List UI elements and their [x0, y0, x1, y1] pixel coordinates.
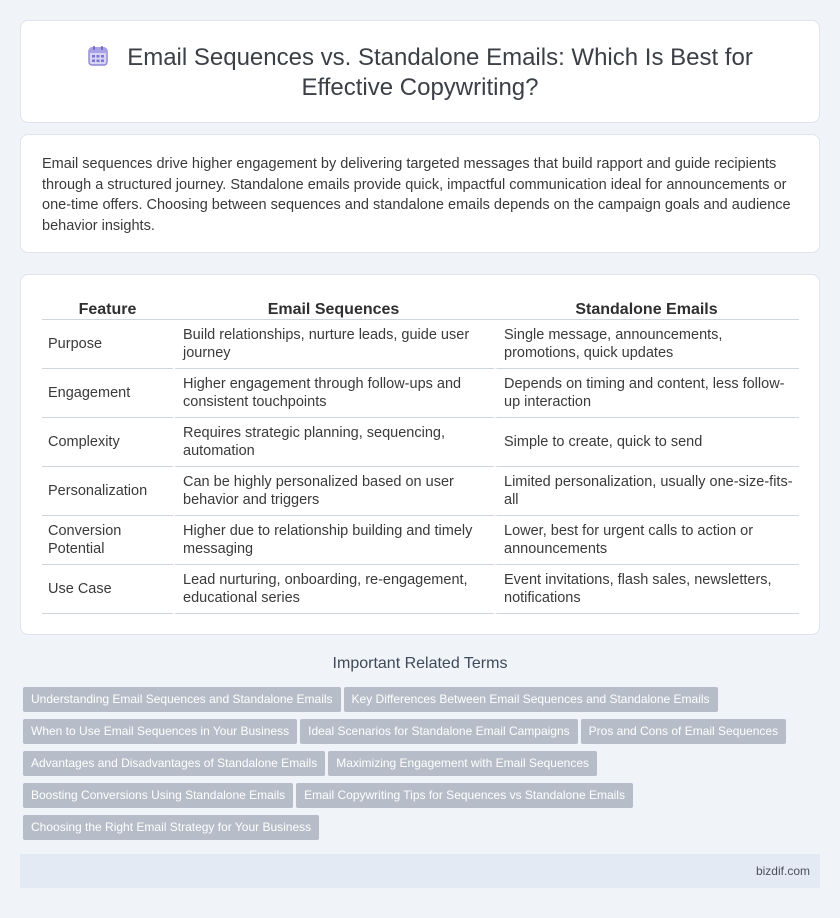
page-title [21, 43, 819, 103]
comparison-card [20, 274, 820, 635]
standalone-cell: Simple to create, quick to send [494, 418, 799, 467]
feature-cell: Personalization [42, 467, 173, 516]
sequences-cell: Higher due to relationship building and timely messaging [173, 516, 494, 565]
related-term-tag[interactable]: Boosting Conversions Using Standalone Emails [23, 783, 293, 808]
feature-cell: Complexity [42, 418, 173, 467]
tag-row [23, 751, 813, 783]
title-card [20, 20, 820, 123]
table-row [42, 467, 799, 516]
standalone-cell: Depends on timing and content, less follow-up interaction [494, 369, 799, 418]
tag-row [23, 719, 813, 751]
related-terms-heading: Important Related Terms [332, 655, 508, 672]
standalone-cell: Single message, announcements, promotions, quick updates [494, 320, 799, 369]
footer [20, 854, 820, 888]
table-row [42, 320, 799, 369]
intro-card [20, 134, 820, 253]
related-term-tag[interactable]: When to Use Email Sequences in Your Business [23, 719, 297, 744]
table-row [42, 418, 799, 467]
related-term-tag[interactable]: Pros and Cons of Email Sequences [581, 719, 786, 744]
related-term-tag[interactable]: Key Differences Between Email Sequences and Standalone Emails [344, 687, 718, 712]
footer-site-link[interactable]: bizdif.com [755, 864, 810, 878]
header-standalone-emails: Standalone Emails [494, 297, 799, 320]
related-term-tag[interactable]: Choosing the Right Email Strategy for Your Business [23, 815, 319, 840]
feature-cell: Purpose [42, 320, 173, 369]
related-terms-list [23, 687, 813, 847]
feature-cell: Conversion Potential [42, 516, 173, 565]
standalone-cell: Lower, best for urgent calls to action or announcements [494, 516, 799, 565]
related-term-tag[interactable]: Ideal Scenarios for Standalone Email Campaigns [300, 719, 577, 744]
standalone-cell: Event invitations, flash sales, newsletters, notifications [494, 565, 799, 614]
calendar-icon [87, 45, 109, 67]
table-row [42, 565, 799, 614]
header-email-sequences: Email Sequences [173, 297, 494, 320]
comparison-table [42, 297, 799, 614]
sequences-cell: Lead nurturing, onboarding, re-engagement, educational series [173, 565, 494, 614]
table-row [42, 516, 799, 565]
feature-cell: Use Case [42, 565, 173, 614]
related-term-tag[interactable]: Maximizing Engagement with Email Sequences [328, 751, 597, 776]
related-term-tag[interactable]: Advantages and Disadvantages of Standalone Emails [23, 751, 325, 776]
sequences-cell: Higher engagement through follow-ups and consistent touchpoints [173, 369, 494, 418]
intro-paragraph: Email sequences drive higher engagement by delivering targeted messages that build rapport and guide recipients through a structured journey. Standalone emails provide quick, impactful communication ideal for announcements or one-time offers. Choosing between sequences and standalone emails depends on the campaign goals and audience behavior insights. [42, 156, 791, 234]
feature-cell: Engagement [42, 369, 173, 418]
page-title-line1: Email Sequences vs. Standalone Emails: Which Is Best for [127, 44, 753, 71]
standalone-cell: Limited personalization, usually one-size-fits-all [494, 467, 799, 516]
related-term-tag[interactable]: Email Copywriting Tips for Sequences vs Standalone Emails [296, 783, 633, 808]
page-title-line2: Effective Copywriting? [301, 74, 539, 101]
tag-row [23, 815, 813, 847]
header-feature: Feature [42, 297, 173, 320]
sequences-cell: Can be highly personalized based on user behavior and triggers [173, 467, 494, 516]
table-header-row [42, 297, 799, 320]
table-row [42, 369, 799, 418]
sequences-cell: Requires strategic planning, sequencing, automation [173, 418, 494, 467]
related-term-tag[interactable]: Understanding Email Sequences and Standalone Emails [23, 687, 341, 712]
tag-row [23, 783, 813, 815]
sequences-cell: Build relationships, nurture leads, guide user journey [173, 320, 494, 369]
tag-row [23, 687, 813, 719]
